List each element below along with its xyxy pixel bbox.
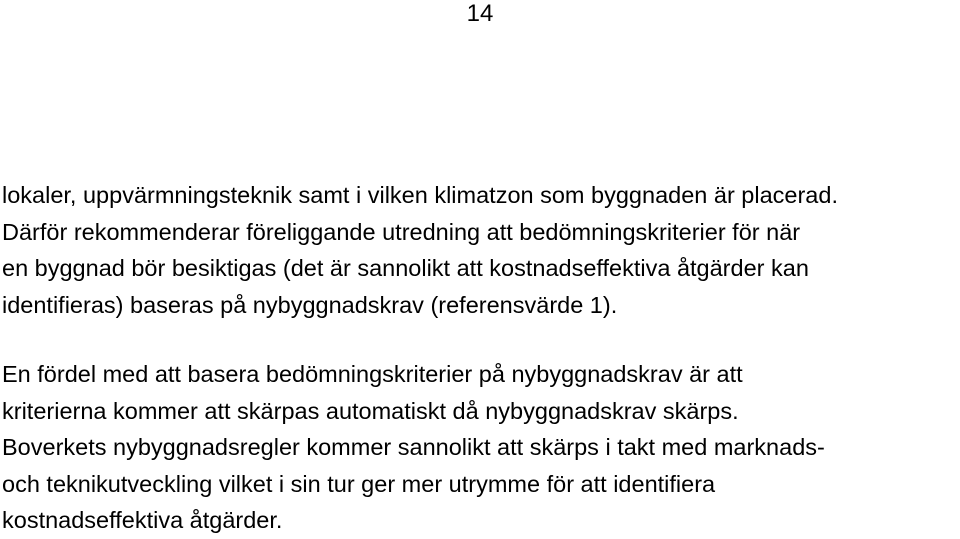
paragraph-line: lokaler, uppvärmningsteknik samt i vilken klimatzon som byggnaden är placerad. xyxy=(2,182,838,208)
paragraph-line: identifieras) baseras på nybyggnadskrav (referensvärde 1). xyxy=(2,291,618,318)
page-number: 14 xyxy=(466,0,494,27)
paragraph-line: kriterierna kommer att skärpas automatiskt då nybyggnadskrav skärps. xyxy=(2,397,739,424)
paragraph-line: kostnadseffektiva åtgärder. xyxy=(2,507,283,534)
paragraph-line: en byggnad bör besiktigas (det är sannolikt att kostnadseffektiva åtgärder kan xyxy=(2,255,809,282)
paragraph-line: Boverkets nybyggnadsregler kommer sannolikt att skärps i takt med marknads- xyxy=(2,434,825,461)
paragraph-line: Därför rekommenderar föreliggande utredning att bedömningskriterier för när xyxy=(2,218,801,245)
paragraph-2 xyxy=(2,356,960,539)
paragraph-line: och teknikutveckling vilket i sin tur ger mer utrymme för att identifiera xyxy=(2,470,716,497)
paragraph-line: En fördel med att basera bedömningskriterier på nybyggnadskrav är att xyxy=(2,361,743,387)
paragraph-1 xyxy=(2,177,960,323)
